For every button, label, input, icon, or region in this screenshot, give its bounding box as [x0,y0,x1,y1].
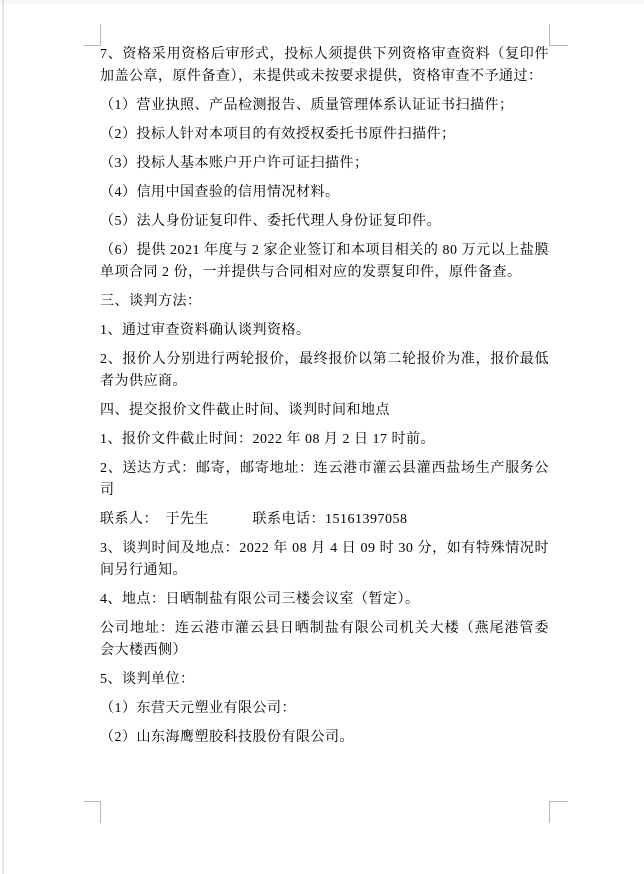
crop-mark-top-right [549,24,568,46]
paragraph-unit-1: （1）东营天元塑业有限公司： [100,701,296,716]
heading-negotiation-units: 5、谈判单位： [100,672,195,687]
paragraph-item-4: （4）信用中国查验的信用情况材料。 [100,185,340,200]
page-left-edge [2,0,4,874]
paragraph-deadline: 1、报价文件截止时间：2022 年 08 月 2 日 17 时前。 [100,432,435,447]
paragraph-method-2: 2、报价人分别进行两轮报价，最终报价以第二轮报价为准，报价最低者为供应商。 [100,352,549,389]
paragraph-contact-info: 联系人： 于先生 联系电话：15161397058 [100,512,408,527]
paragraph-delivery-method: 2、送达方式：邮寄，邮寄地址：连云港市灌云县灌西盐场生产服务公司 [100,461,549,498]
document-text-block [100,44,549,756]
heading-negotiation-method: 三、谈判方法： [100,294,202,309]
paragraph-item-1: （1）营业执照、产品检测报告、质量管理体系认证证书扫描件； [100,98,514,113]
paragraph-location: 4、地点：日晒制盐有限公司三楼会议室（暂定）。 [100,592,420,607]
paragraph-unit-2: （2）山东海鹰塑胶科技股份有限公司。 [100,730,354,745]
paragraph-method-1: 1、通过审查资料确认谈判资格。 [100,323,311,338]
crop-mark-bottom-left [84,801,101,823]
paragraph-item-5: （5）法人身份证复印件、委托代理人身份证复印件。 [100,214,441,229]
paragraph-company-address: 公司地址：连云港市灌云县日晒制盐有限公司机关大楼（燕尾港管委会大楼西侧） [100,621,549,658]
crop-mark-bottom-right [549,801,568,823]
paragraph-item-3: （3）投标人基本账户开户许可证扫描件； [100,156,369,171]
paragraph-negotiation-time: 3、谈判时间及地点：2022 年 08 月 4 日 09 时 30 分，如有特殊情况时间另行通知。 [100,541,549,578]
paragraph-qualification-review: 7、资格采用资格后审形式，投标人须提供下列资格审查资料（复印件加盖公章，原件备查），未提供或未按要求提供，资格审查不予通过： [100,47,549,84]
paragraph-item-6: （6）提供 2021 年度与 2 家企业签订和本项目相关的 80 万元以上盐膜单项合同 2 份，一并提供与合同相对应的发票复印件，原件备查。 [100,243,549,280]
crop-mark-top-left [84,24,101,46]
page-top-edge [0,0,644,4]
heading-deadline-time-place: 四、提交报价文件截止时间、谈判时间和地点 [100,403,390,418]
paragraph-item-2: （2）投标人针对本项目的有效授权委托书原件扫描件； [100,127,456,142]
